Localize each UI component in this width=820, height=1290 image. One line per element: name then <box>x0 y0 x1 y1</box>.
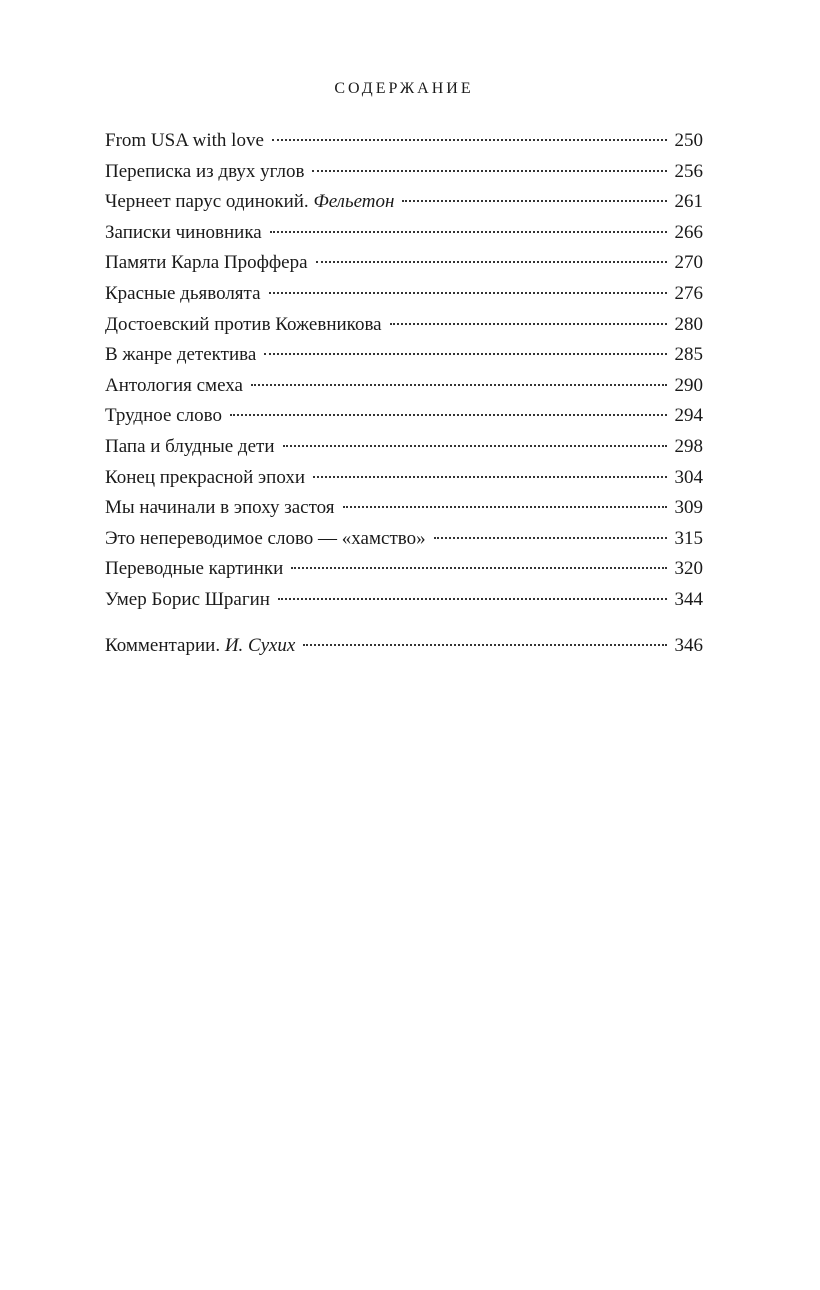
toc-entry <box>105 631 703 662</box>
entry-page-number: 346 <box>674 634 703 656</box>
toc-entry <box>105 340 703 371</box>
toc-entry <box>105 310 703 341</box>
entry-page-number: 309 <box>674 497 703 519</box>
entry-title: Красные дьяволята <box>105 282 261 304</box>
dot-leader <box>402 199 666 202</box>
entry-title: From USA with love <box>105 130 264 151</box>
table-of-contents <box>105 126 703 661</box>
dot-leader <box>251 383 667 386</box>
entry-author: И. Сухих <box>224 634 296 656</box>
dot-leader <box>272 138 667 141</box>
toc-entry <box>105 187 703 218</box>
entry-title: Переписка из двух углов <box>105 160 305 182</box>
entry-page-number: 285 <box>674 344 703 366</box>
entry-page-number: 315 <box>674 527 703 549</box>
entry-title: Умер Борис Шрагин <box>105 588 270 610</box>
entry-title: Чернеет парус одинокий. Фельетон <box>105 191 395 213</box>
entry-title: Комментарии. И. Сухих <box>105 634 296 656</box>
entry-title: Антология смеха <box>105 374 243 396</box>
toc-entry <box>105 371 703 402</box>
entry-page-number: 344 <box>674 588 703 610</box>
entry-page-number: 280 <box>674 313 703 335</box>
entry-title: Конец прекрасной эпохи <box>105 466 306 488</box>
toc-entry <box>105 524 703 555</box>
toc-entry <box>105 157 703 188</box>
dot-leader <box>269 291 667 294</box>
dot-leader <box>291 566 666 569</box>
toc-entry <box>105 279 703 310</box>
dot-leader <box>316 260 667 263</box>
entry-page-number: 298 <box>674 435 703 457</box>
dot-leader <box>283 444 667 447</box>
dot-leader <box>270 230 667 233</box>
toc-entry <box>105 463 703 494</box>
entry-page-number: 304 <box>674 466 703 488</box>
contents-heading: СОДЕРЖАНИЕ <box>334 80 474 97</box>
entry-title: Записки чиновника <box>105 221 262 243</box>
entry-title: Мы начинали в эпоху застоя <box>105 497 335 519</box>
toc-entry <box>105 218 703 249</box>
dot-leader <box>278 597 667 600</box>
entry-page-number: 320 <box>674 558 703 580</box>
entry-page-number: 256 <box>674 160 703 182</box>
entry-page-number: 290 <box>674 374 703 396</box>
entry-page-number: 276 <box>674 282 703 304</box>
entry-page-number: 266 <box>674 221 703 243</box>
dot-leader <box>434 536 667 539</box>
toc-entry <box>105 248 703 279</box>
dot-leader <box>230 413 667 416</box>
entry-title: Трудное слово <box>105 405 222 427</box>
dot-leader <box>303 643 666 646</box>
toc-entry <box>105 585 703 616</box>
dot-leader <box>312 169 666 172</box>
entry-title: Это непереводимое слово — «хамство» <box>105 527 426 549</box>
toc-entry <box>105 432 703 463</box>
dot-leader <box>390 322 667 325</box>
entry-title: Переводные картинки <box>105 558 284 580</box>
dot-leader <box>343 505 667 508</box>
entry-page-number: 261 <box>674 191 703 213</box>
entry-page-number: 270 <box>674 252 703 274</box>
entry-title: Достоевский против Кожевникова <box>105 313 382 335</box>
dot-leader <box>313 475 666 478</box>
entry-subtitle: Фельетон <box>313 191 395 213</box>
entry-page-number: 250 <box>674 130 703 151</box>
entry-title: Папа и блудные дети <box>105 435 275 457</box>
entry-title: В жанре детектива <box>105 344 257 366</box>
entry-title: Памяти Карла Проффера <box>105 252 308 274</box>
toc-entry <box>105 554 703 585</box>
toc-entry <box>105 401 703 432</box>
dot-leader <box>264 352 666 355</box>
toc-entry <box>105 493 703 524</box>
entry-page-number: 294 <box>674 405 703 427</box>
toc-entry <box>105 126 703 157</box>
